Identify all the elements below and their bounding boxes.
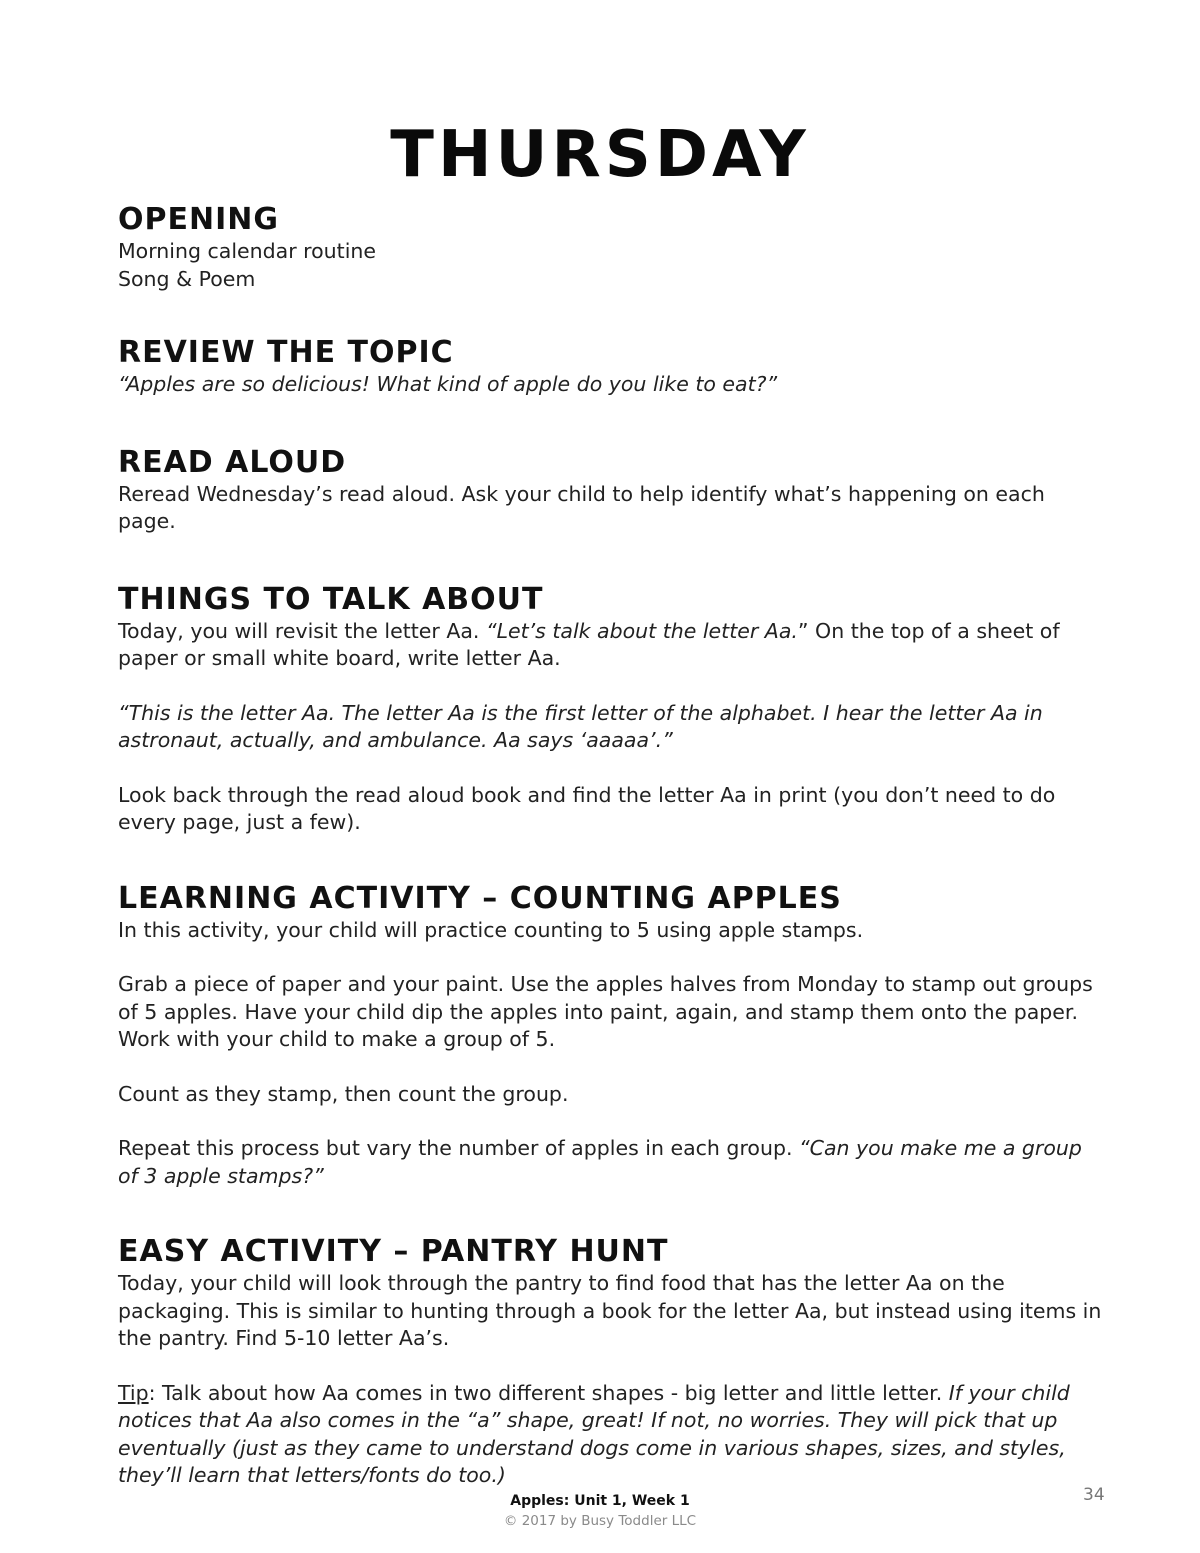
tip-colon: : bbox=[148, 1380, 163, 1405]
tip-text: Talk about how Aa comes in two different shapes - big letter and little letter. bbox=[162, 1380, 949, 1405]
talk-p1-quote: “Let’s talk about the letter Aa. bbox=[485, 618, 798, 643]
opening-heading: OPENING bbox=[118, 202, 279, 237]
page-number: 34 bbox=[1083, 1485, 1105, 1505]
talk-p1-end: ” On the top of a sheet of paper or small white board, write letter Aa. bbox=[118, 618, 1060, 670]
section-read-aloud bbox=[118, 445, 1108, 536]
talk-p1-start: Today, you will revisit the letter Aa. bbox=[118, 618, 486, 643]
easy-tip bbox=[118, 1380, 1108, 1490]
learning-paragraph-1: In this activity, your child will practice counting to 5 using apple stamps. bbox=[118, 917, 864, 942]
section-opening bbox=[118, 202, 1108, 293]
talk-paragraph-1 bbox=[118, 618, 1108, 673]
learning-paragraph-4 bbox=[118, 1135, 1108, 1190]
review-heading: REVIEW THE TOPIC bbox=[118, 335, 454, 370]
learning-p4-quote: “Can you make me a group of 3 apple stamps?” bbox=[118, 1136, 1082, 1188]
review-quote: “Apples are so delicious! What kind of apple do you like to eat?” bbox=[118, 372, 778, 396]
tip-label: Tip bbox=[118, 1380, 149, 1405]
talk-heading: THINGS TO TALK ABOUT bbox=[118, 581, 544, 617]
learning-heading: LEARNING ACTIVITY – COUNTING APPLES bbox=[118, 880, 842, 916]
section-easy-activity bbox=[118, 1234, 1108, 1490]
footer-copyright: © 2017 by Busy Toddler LLC bbox=[503, 1513, 697, 1529]
footer-title: Apples: Unit 1, Week 1 bbox=[510, 1493, 690, 1509]
opening-line-2: Song & Poem bbox=[118, 266, 256, 291]
easy-heading: EASY ACTIVITY – PANTRY HUNT bbox=[118, 1234, 669, 1269]
lesson-content bbox=[118, 202, 1108, 1490]
section-learning-activity bbox=[118, 881, 1108, 1191]
talk-paragraph-2: “This is the letter Aa. The letter Aa is the first letter of the alphabet. I hear the letter Aa in astronaut, actually, and ambulance. Aa says ‘aaaaa’.” bbox=[118, 700, 1043, 752]
read-aloud-heading: READ ALOUD bbox=[118, 444, 347, 480]
opening-line-1: Morning calendar routine bbox=[118, 239, 377, 263]
page-title: THURSDAY bbox=[390, 118, 810, 192]
learning-paragraph-2: Grab a piece of paper and your paint. Use the apples halves from Monday to stamp out groups of 5 apples. Have your child dip the apples into paint, again, and stamp them onto the paper. Work with your child to make a group of 5. bbox=[118, 972, 1093, 1051]
learning-p4-start: Repeat this process but vary the number of apples in each group. bbox=[118, 1136, 800, 1160]
section-things-to-talk-about bbox=[118, 582, 1108, 837]
read-aloud-text: Reread Wednesday’s read aloud. Ask your child to help identify what’s happening on each page. bbox=[118, 481, 1045, 533]
learning-paragraph-3: Count as they stamp, then count the group. bbox=[118, 1081, 569, 1106]
easy-paragraph-1: Today, your child will look through the pantry to find food that has the letter Aa on the packaging. This is similar to hunting through a book for the letter Aa, but instead using items in the pantry. Find 5-10 letter Aa’s. bbox=[118, 1271, 1102, 1350]
tip-italic: If your child notices that Aa also comes in the “a” shape, great! If not, no worries. They will pick that up eventually (just as they came to understand dogs come in various shapes, sizes, and styles, they’ll learn that letters/fonts do too.) bbox=[118, 1380, 1070, 1487]
talk-paragraph-3: Look back through the read aloud book and find the letter Aa in print (you don’t need to do every page, just a few). bbox=[118, 782, 1056, 834]
page-footer bbox=[0, 1491, 1200, 1531]
section-review-topic bbox=[118, 335, 1108, 399]
